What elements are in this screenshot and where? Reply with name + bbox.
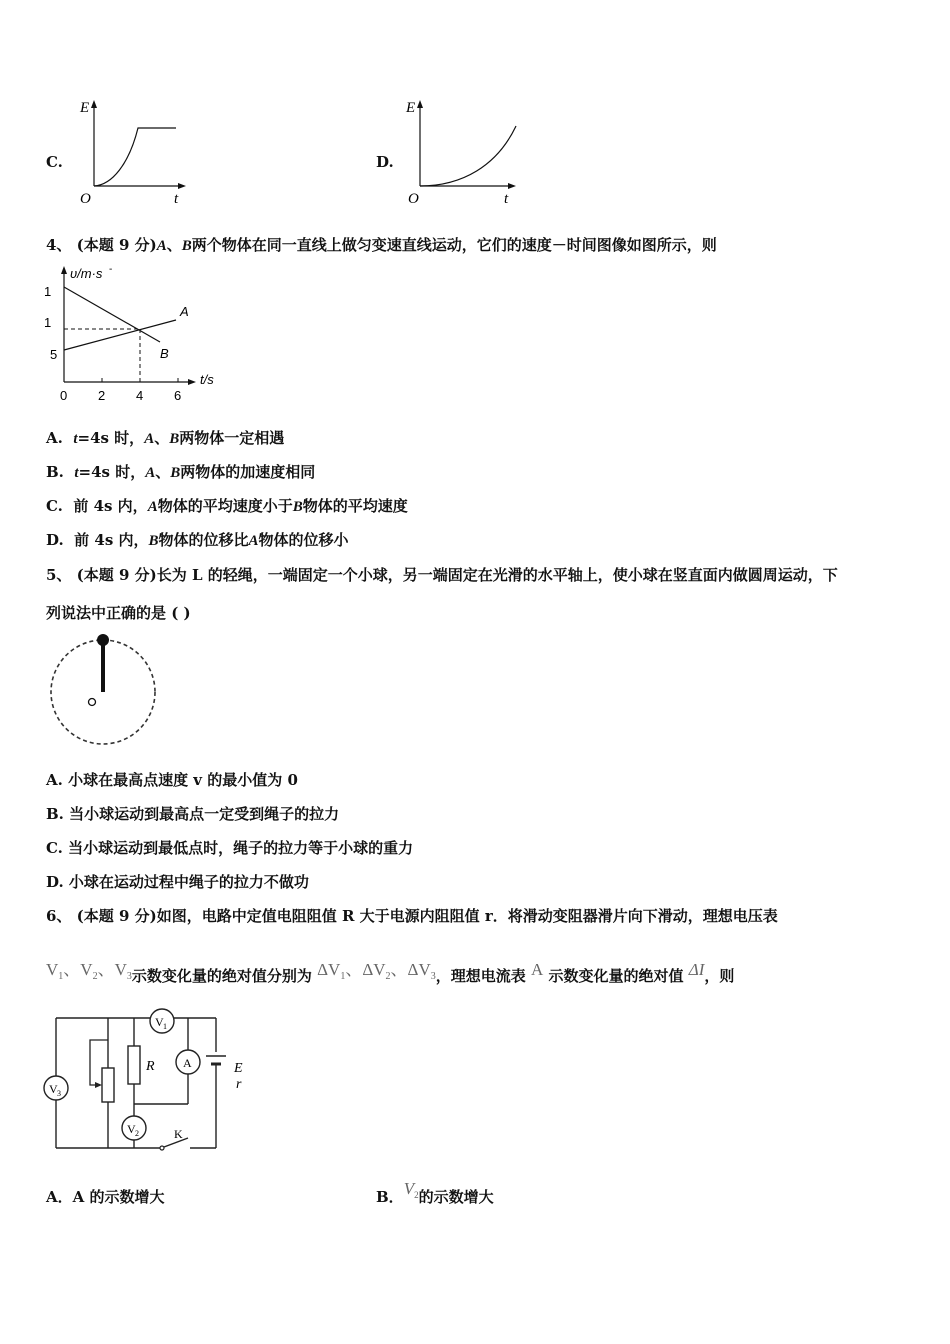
q4-option-b-sep: 、 [155,463,171,481]
graph-d-axis-t: t [504,191,509,207]
vt-y-arrow [61,266,67,274]
option-d-label: D. [376,153,394,171]
circle-motion-figure [44,630,164,752]
voltmeter-v3-label: V [49,1082,58,1096]
q4-option-a [46,428,284,449]
switch-pivot [160,1146,164,1150]
q4-option-c-b: B [292,499,303,515]
q4-option-a-a: A [144,431,155,447]
q6-mid1: 示数变化量的绝对值分别为 [131,967,312,985]
vt-x-tick-4: 4 [136,388,144,403]
q6-dun3: 、 [345,960,363,979]
graph-c-axis-o: O [80,191,91,207]
vt-y-tick-1: 1 [44,284,52,299]
vt-y-tick-3: 5 [50,347,58,362]
voltmeter-v1-label: V [155,1015,164,1029]
q4-option-d-label: D. [46,531,64,549]
q4-option-c-t3: 物体的平均速度 [302,497,408,515]
q4-option-a-label: A. [46,429,63,447]
q6-v3: V [114,960,127,979]
q4-num: 4、 [46,236,72,254]
graph-d-x-arrow [508,183,516,189]
q4-option-b-label: B. [46,463,64,481]
q4-option-c-t1: 前 4s 内， [73,497,148,515]
q4-option-c-a: A [147,499,158,515]
voltmeter-v1-sub: 1 [163,1022,167,1031]
q6-dv3: ΔV [407,960,431,979]
vt-y-tick-2: 1 [44,315,52,330]
q4-option-b-rest: 两物体的加速度相同 [180,463,316,481]
q4-option-d-a: A [248,533,259,549]
q4-option-d-t1: 前 4s 内， [74,531,149,549]
graph-c-y-arrow [91,100,97,108]
q6-end: ，则 [704,967,735,985]
q5-stem-line1: 5、 (本题 9 分)长为 L 的轻绳，一端固定一个小球，另一端固定在光滑的水平轴上，使小球在竖直面内做圆周运动，下 [46,566,838,584]
q6-dun1: 、 [63,960,81,979]
q6-dv2: ΔV [362,960,386,979]
q4-option-b-mid: =4s 时， [78,463,146,481]
graph-d-axis-o: O [408,191,419,207]
q4-option-b [46,462,315,483]
q4-option-c-label: C. [46,497,63,515]
q6-v1: V [46,960,59,979]
q6-dv1: ΔV [317,960,341,979]
q5-option-d: D. 小球在运动过程中绳子的拉力不做功 [46,873,309,891]
q4-option-a-rest: 两物体一定相遇 [179,429,285,447]
vt-x-tick-0: 0 [60,388,68,403]
q4-option-a-mid: =4s 时， [77,429,145,447]
q6-mid2: ，理想电流表 [435,967,526,985]
q4-option-d-t3: 物体的位移小 [258,531,349,549]
graph-c-axis-e: E [80,100,90,116]
q4-option-d-t2: 物体的位移比 [158,531,249,549]
q5-option-b: B. 当小球运动到最高点一定受到绳子的拉力 [46,805,340,823]
q6-option-b-rest: 的示数增大 [418,1188,494,1206]
q4-option-b-b: B [170,465,181,481]
q5-stem-line2: 列说法中正确的是 ( ) [46,604,191,622]
voltmeter-v2-label: V [127,1122,136,1136]
q6-dv3-sub: 3 [430,971,436,982]
q4-stem [46,235,717,256]
vt-x-tick-2: 2 [98,388,106,403]
graph-c-axis-t: t [174,191,179,207]
vt-y-exp: - [109,264,113,275]
q4-option-d [46,530,349,551]
q6-v3-sub: 3 [126,971,132,982]
q6-stem-line2 [46,960,734,987]
vt-label-a: A [180,304,189,319]
resistor-r-label: R [146,1059,155,1074]
q4-var-a: A [156,238,167,254]
voltmeter-v2-sub: 2 [135,1129,139,1138]
q6-dv1-sub: 1 [340,971,346,982]
q4-var-b: B [181,238,192,254]
option-c-label: C. [46,153,63,171]
q4-option-a-sep: 、 [154,429,170,447]
q4-option-b-a: A [145,465,156,481]
graph-c-curve [94,128,176,186]
q4-option-a-b: B [169,431,180,447]
q6-option-b-v: V [403,1179,415,1198]
q6-v2-sub: 2 [92,971,98,982]
q4-option-b-var: t [74,465,79,481]
q5-option-c: C. 当小球运动到最低点时，绳子的拉力等于小球的重力 [46,839,414,857]
ball [97,634,109,646]
vt-x-arrow [188,379,196,385]
vt-x-label: t/s [200,372,214,387]
q6-v2: V [80,960,93,979]
q4-rest: 两个物体在同一直线上做匀变速直线运动，它们的速度－时间图像如图所示，则 [191,236,717,254]
q6-option-b [376,1179,494,1213]
graph-d-curve [420,126,516,186]
graph-d-axis-e: E [406,100,416,116]
q4-option-c-t2: 物体的平均速度小于 [157,497,293,515]
graph-d-y-arrow [417,100,423,108]
q6-mid3: 示数变化量的绝对值 [548,967,684,985]
q6-dv2-sub: 2 [385,971,391,982]
switch-k-label: K [174,1127,183,1141]
vt-graph [40,264,230,410]
q6-option-b-label: B． [376,1188,404,1206]
vt-x-tick-6: 6 [174,388,182,403]
q6-dun4: 、 [390,960,408,979]
vt-line-b [64,287,160,342]
q6-v1-sub: 1 [58,971,64,982]
q6-option-a: A．A 的示数增大 [46,1188,165,1206]
graph-d [402,96,524,208]
q6-ammeter-symbol: A [531,960,544,979]
circuit-diagram [38,1008,252,1160]
voltmeter-v3-sub: 3 [57,1089,61,1098]
vt-y-label: υ/m·s [70,266,103,281]
q6-stem-line1: 6、 (本题 9 分)如图，电路中定值电阻阻值 R 大于电源内阻阻值 r．将滑动变阻器滑片向下滑动，理想电压表 [46,907,778,925]
graph-c [74,96,194,208]
q6-option-b-sub: 2 [414,1190,419,1200]
q4-option-c [46,496,408,517]
q6-dun2: 、 [97,960,115,979]
q4-option-a-var: t [73,431,78,447]
q4-option-d-b: B [148,533,159,549]
q5-option-a: A. 小球在最高点速度 v 的最小值为 0 [46,771,298,789]
vt-label-b: B [160,346,169,361]
resistor-r [128,1046,140,1084]
rheostat [102,1068,114,1102]
battery-r-label: r [236,1077,242,1092]
graph-c-x-arrow [178,183,186,189]
ammeter-label: A [183,1056,192,1070]
q4-sep: 、 [166,236,182,254]
pivot [89,699,96,706]
q6-delta-i: ΔI [688,960,705,979]
q4-head: (本题 9 分) [76,236,157,254]
battery-e-label: E [234,1061,243,1076]
rheostat-slider-arrow [95,1082,102,1088]
